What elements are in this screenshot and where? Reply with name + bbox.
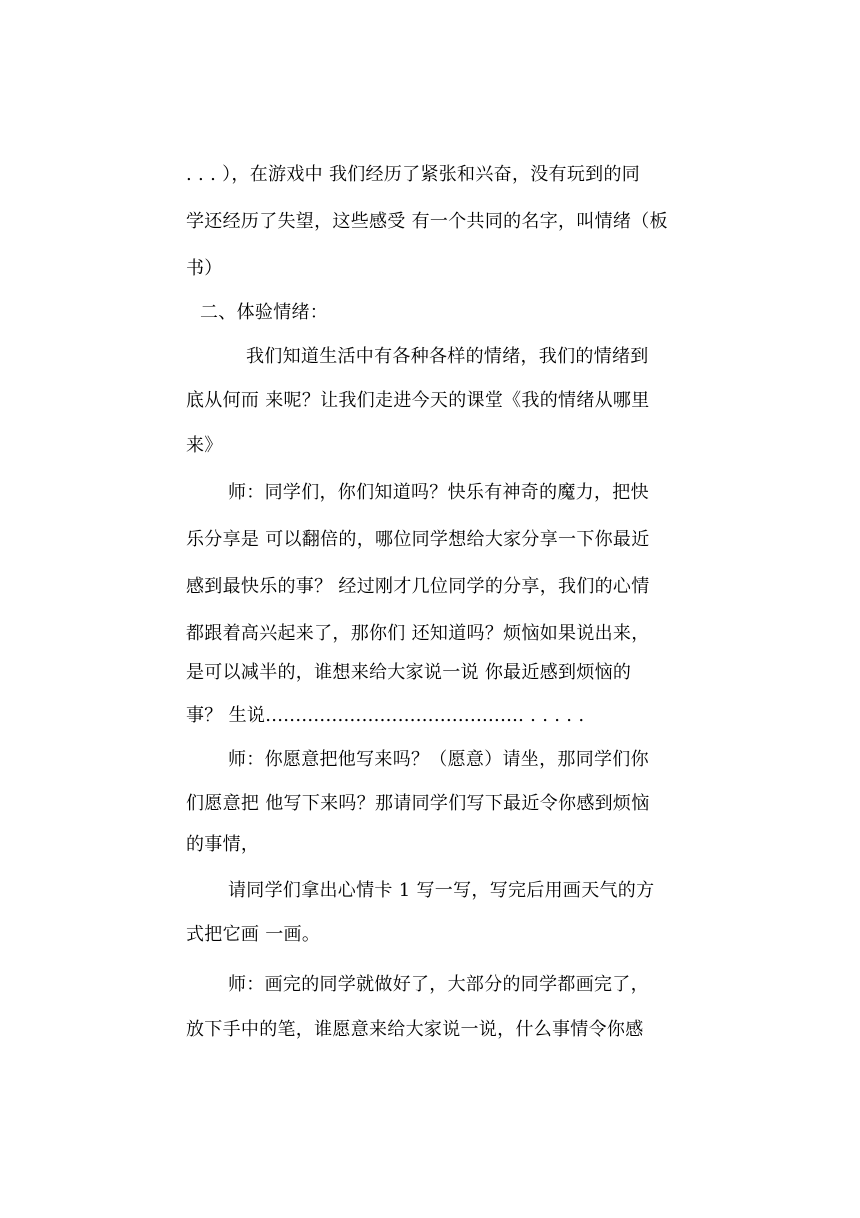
paragraph-line: 我们知道生活中有各种各样的情绪，我们的情绪到 [246,346,649,367]
paragraph-line: 请同学们拿出心情卡 1 写一写，写完后用画天气的方 [228,880,655,901]
paragraph-line: . . . ），在游戏中 我们经历了紧张和兴奋，没有玩到的同 [186,164,641,185]
paragraph-line: 师：你愿意把他写来吗？（愿意）请坐，那同学们你 [228,749,649,770]
paragraph-line: 来》 [186,435,223,456]
paragraph-line: 乐分享是 可以翻倍的，哪位同学想给大家分享一下你最近 [186,529,650,550]
paragraph-line: 学还经历了失望，这些感受 有一个共同的名字，叫情绪（板 [186,211,668,232]
paragraph-line: 是可以减半的，谁想来给大家说一说 你最近感到烦恼的 [186,662,632,683]
paragraph-line: 的事情， [186,834,260,855]
paragraph-line: 都跟着高兴起来了，那你们 还知道吗？烦恼如果说出来， [186,623,650,644]
paragraph-line: 式把它画 一画。 [186,924,321,945]
paragraph-line: 底从何而 来呢？让我们走进今天的课堂《我的情绪从哪里 [186,390,650,411]
paragraph-line: 书） [186,258,223,279]
paragraph-line: 师：同学们，你们知道吗？快乐有神奇的魔力，把快 [228,482,649,503]
section-heading: 二、体验情绪： [200,302,329,323]
paragraph-line: 师：画完的同学就做好了，大部分的同学都画完了， [228,974,649,995]
paragraph-line: 放下手中的笔，谁愿意来给大家说一说，什么事情令你感 [186,1019,644,1040]
paragraph-line: 们愿意把 他写下来吗？那请同学们写下最近令你感到烦恼 [186,793,650,814]
paragraph-line: 感到最快乐的事？ 经过刚才几位同学的分享，我们的心情 [186,576,650,597]
paragraph-line: 事？ 生说........................................... . . . . . [186,705,585,726]
